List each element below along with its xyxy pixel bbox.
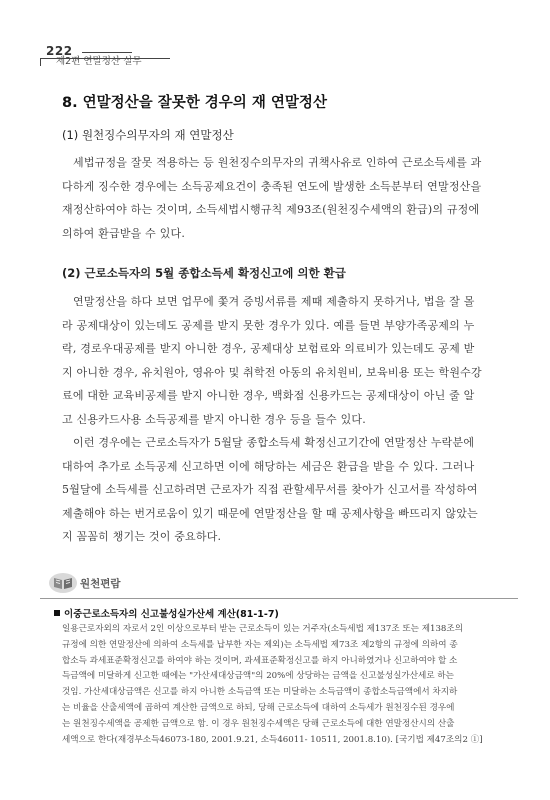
note-line: 득금액에 미달하게 신고한 때에는 "가산세대상금액"의 20%에 상당하는 금액을 신고불성실가산세로 하는 (62, 671, 454, 682)
box-divider (40, 598, 518, 599)
page-number: 222 (46, 44, 73, 58)
note-heading (54, 606, 279, 620)
bullet-square-icon (54, 610, 60, 616)
note-line: 합소득 과세표준확정신고를 하여야 하는 것이며, 과세표준확정신고를 하지 아니하였거나 신고하여야 할 소 (62, 655, 458, 666)
reference-box (40, 570, 518, 790)
note-line: 는 비율을 산출세액에 곱하여 계산한 금액으로 하되, 당해 근로소득에 대하여 소득세가 원천징수된 경우에 (62, 702, 455, 713)
text-line: 대하여 추가로 소득공제 신고하면 이에 해당하는 세금은 환급을 받을 수 있다. 그러나 (62, 459, 475, 473)
text-line: 이런 경우에는 근로소득자가 5월달 종합소득세 확정신고기간에 연말정산 누락분에 (73, 436, 475, 449)
page-title: 8. 연말정산을 잘못한 경우의 재 연말정산 (62, 95, 327, 111)
note-line: 일용근로자외의 자로서 2인 이상으로부터 받는 근로소득이 있는 거주자(소득세법 제137조 또는 제138조의 (62, 624, 464, 634)
box-title: 원천편람 (80, 578, 121, 590)
subsection-2-heading: (2) 근로소득자의 5월 종합소득세 확정신고에 의한 환급 (62, 266, 346, 280)
text-line: 5월달에 소득세를 신고하려면 근로자가 직접 관할세무서를 찾아가 신고서를 작성하여 (62, 483, 478, 496)
note-heading-text: 이중근로소득자의 신고불성실가산세 계산(81-1-7) (64, 609, 279, 620)
subsection-1-body (62, 151, 502, 245)
subsection-2-body (62, 290, 502, 549)
note-line: 것임. 가산세대상금액은 신고를 하지 아니한 소득금액 또는 미달하는 소득금액이 종합소득금액에서 차지하 (62, 687, 458, 698)
text-line: 의하여 환급받을 수 있다. (62, 226, 186, 240)
text-line: 라 공제대상이 있는데도 공제를 받지 못한 경우가 있다. 예를 들면 부양가족공제의 누 (62, 318, 475, 332)
book-icon (48, 570, 78, 594)
text-line: 연말정산을 하다 보면 업무에 쫓겨 증빙서류를 제때 제출하지 못하거나, 법을 잘 몰 (73, 295, 475, 308)
text-line: 지 꼼꼼히 챙기는 것이 중요하다. (62, 530, 222, 543)
text-line: 다하게 징수한 경우에는 소득공제요건이 충족된 연도에 발생한 소득분부터 연말정산을 (62, 179, 482, 193)
note-line: 는 원천징수세액을 공제한 금액으로 함. 이 경우 원천징수세액은 당해 근로소득에 대한 연말정산시의 산출 (62, 718, 455, 729)
subsection-1-heading: (1) 원천징수의무자의 재 연말정산 (62, 128, 234, 142)
running-section-title: 제2편 연말정산 실무 (56, 56, 142, 67)
text-line: 재정산하여야 하는 것이며, 소득세법시행규칙 제93조(원천징수세액의 환급)의 규정에 (62, 203, 480, 216)
text-line: 세법규정을 잘못 적용하는 등 원천징수의무자의 귀책사유로 인하여 근로소득세를 과 (73, 156, 482, 169)
text-line: 지 아니한 경우, 유치원아, 영유아 및 취학전 아동의 유치원비, 보육비용 또는 학원수강 (62, 365, 482, 379)
text-line: 고 신용카드사용 소득공제를 받지 아니한 경우 등을 들수 있다. (62, 412, 366, 426)
note-line: 규정에 의한 연말정산에 의하여 소득세를 납부한 자는 제외)는 소득세법 제73조 제2항의 규정에 의하여 종 (62, 639, 458, 650)
note-line: 세액으로 한다(재경부소득46073-180, 2001.9.21, 소득46011- 10511, 2001.8.10). [국기법 제47조의2 ①] (62, 734, 483, 745)
header-bracket (40, 58, 41, 66)
text-line: 료에 대한 교육비공제를 받지 아니한 경우, 백화점 신용카드는 공제대상이 아닌 줄 알 (62, 389, 475, 402)
text-line: 락, 경로우대공제를 받지 아니한 경우, 공제대상 보험료와 의료비가 있는데도 공제 받 (62, 342, 475, 355)
note-body (62, 622, 514, 748)
text-line: 제출해야 하는 번거로움이 있기 때문에 연말정산을 할 때 공제사항을 빠뜨리지 않았는 (62, 506, 478, 520)
